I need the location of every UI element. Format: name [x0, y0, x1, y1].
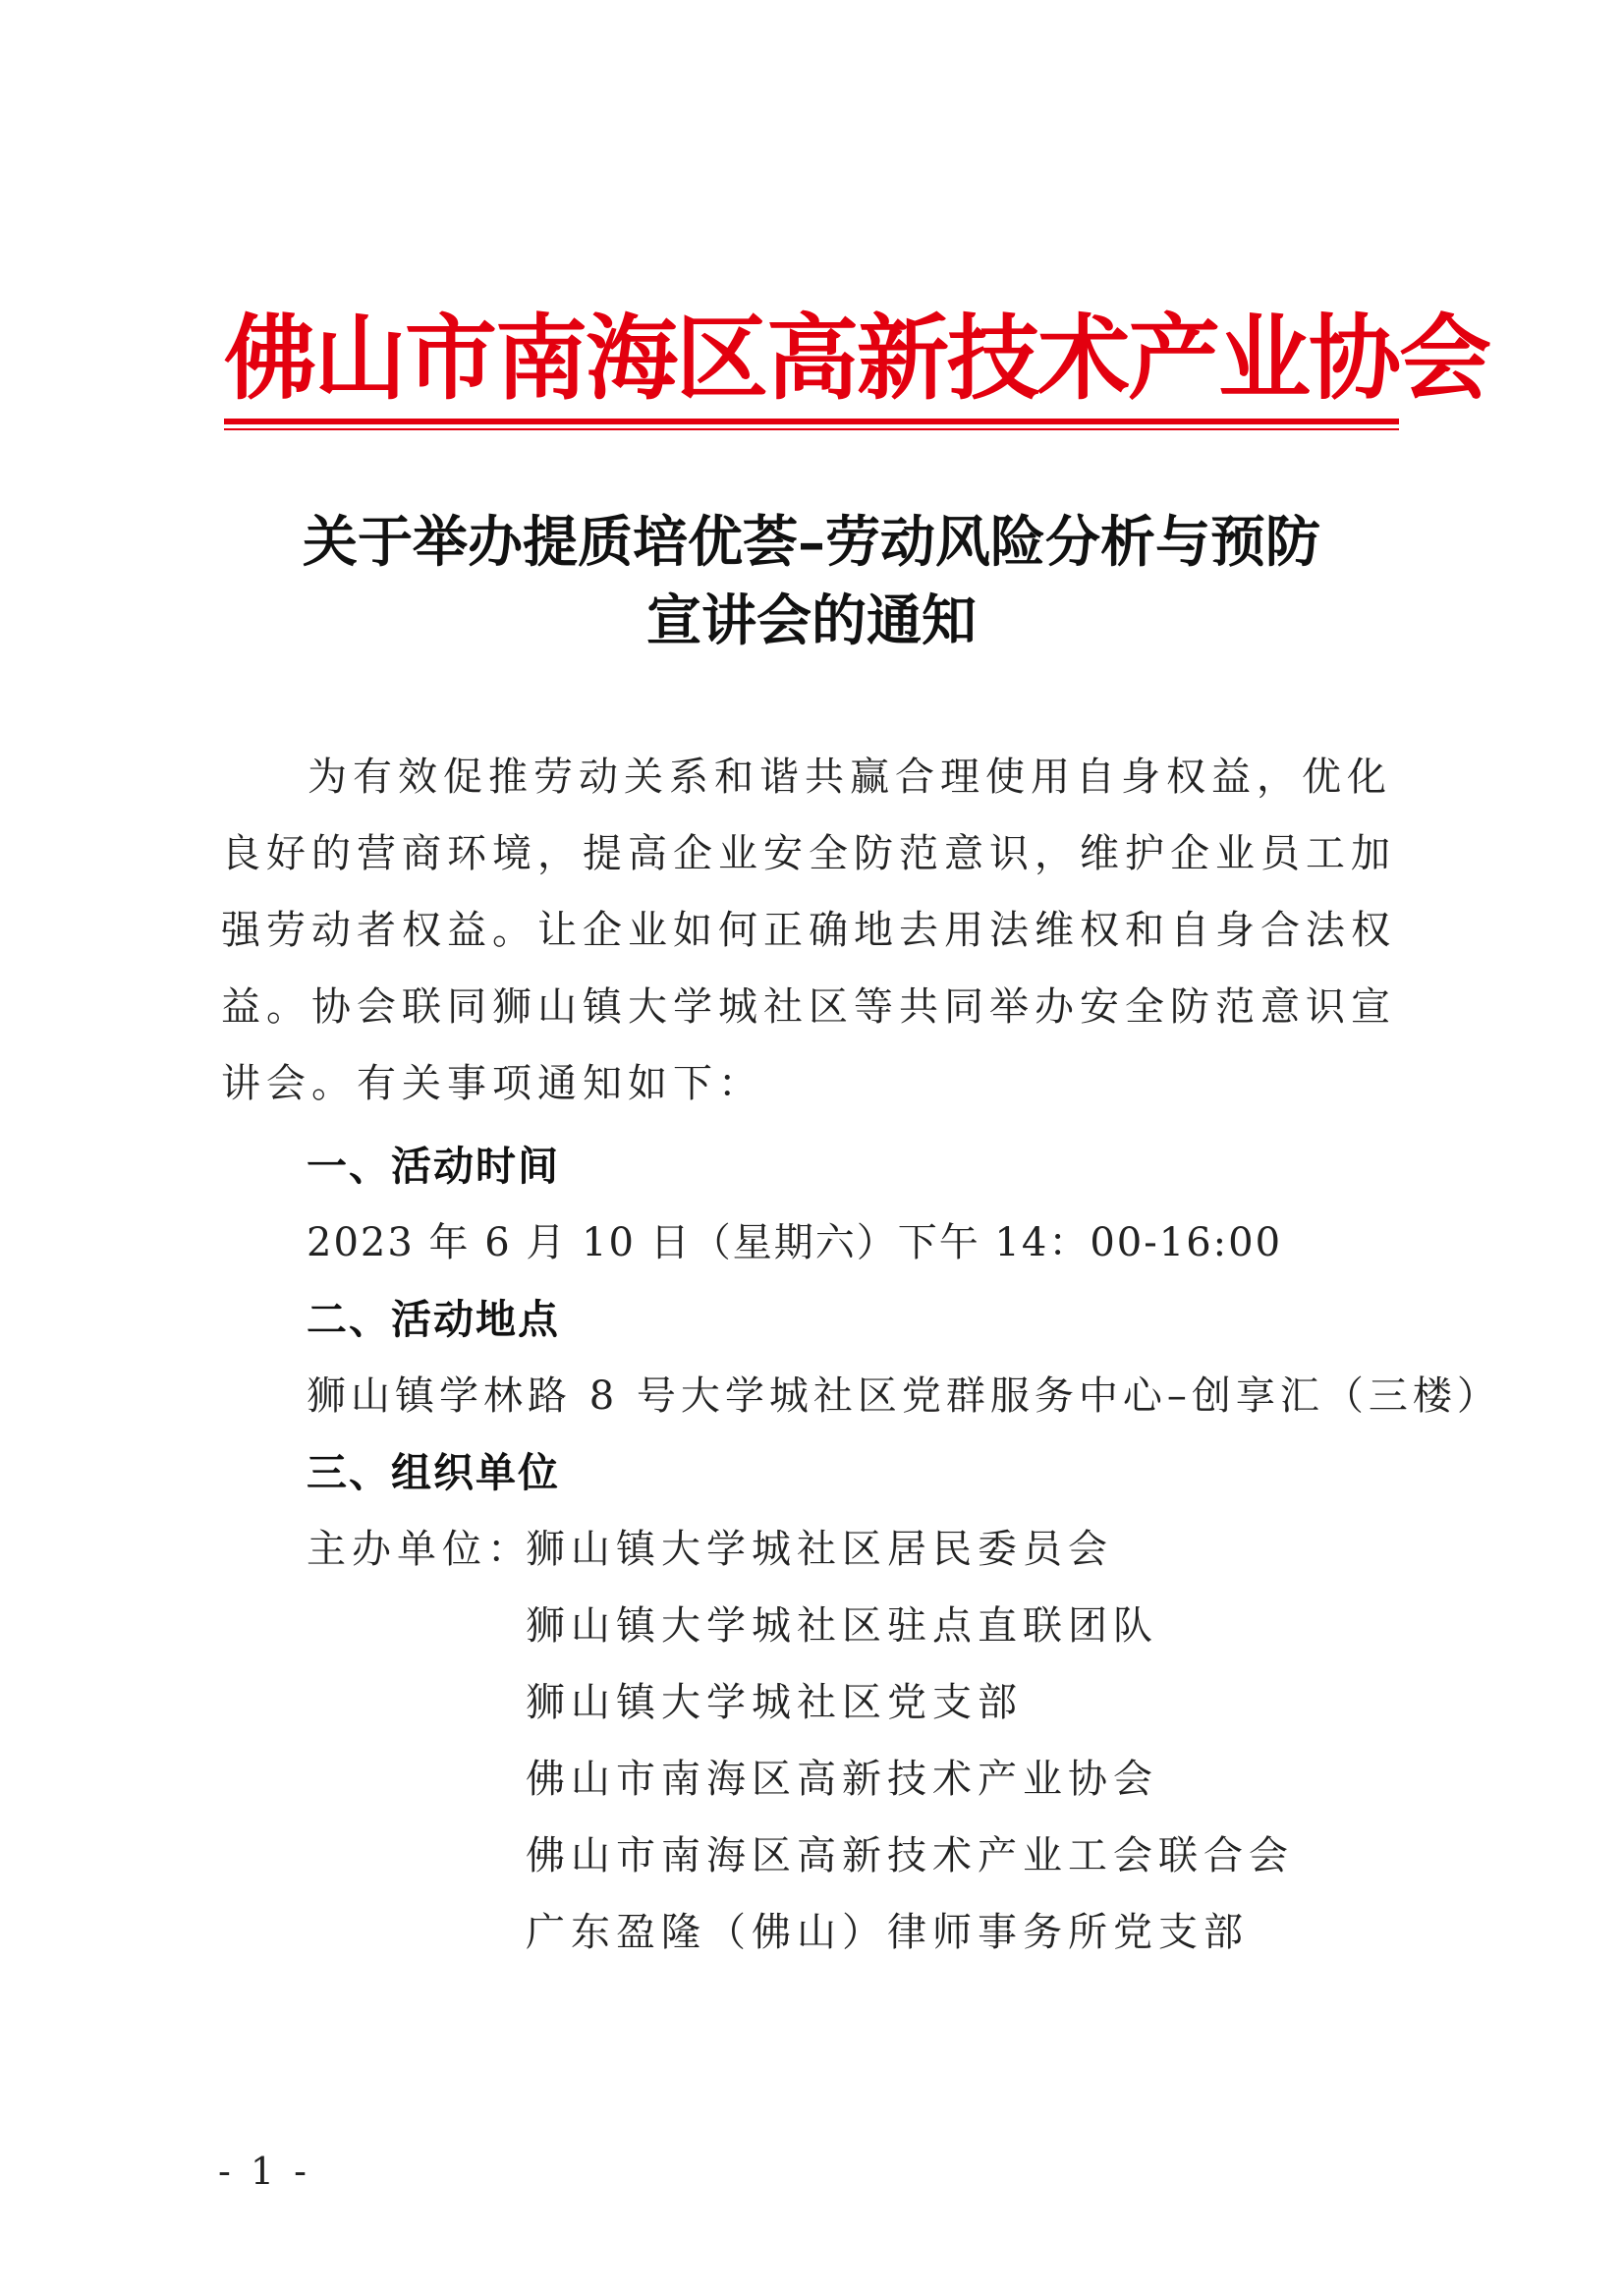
organizer-item: 狮山镇大学城社区居民委员会	[526, 1527, 1113, 1572]
section-heading-time: 一、活动时间	[307, 1143, 560, 1190]
intro-paragraph: 为有效促推劳动关系和谐共赢合理使用自身权益，优化良好的营商环境，提高企业安全防范意识，维护企业员工加强劳动者权益。让企业如何正确地去用法维权和自身合法权益。协会联同狮山镇大学城社区等共同举办安全防范意识宣讲会。有关事项通知如下：	[221, 755, 1396, 1106]
organizer-item: 狮山镇大学城社区党支部	[526, 1680, 1023, 1725]
organizer-item: 佛山市南海区高新技术产业协会	[526, 1757, 1158, 1802]
section-heading-organizers: 三、组织单位	[307, 1449, 560, 1496]
organizer-item: 狮山镇大学城社区驻点直联团队	[526, 1603, 1158, 1649]
section-heading-place: 二、活动地点	[307, 1296, 560, 1343]
organizer-label: 主办单位：	[307, 1527, 532, 1572]
organizer-item: 佛山市南海区高新技术产业工会联合会	[526, 1833, 1294, 1878]
header-rule-thin	[224, 428, 1399, 430]
title-line-2: 宣讲会的通知	[646, 588, 977, 653]
page-number: - 1 -	[218, 2150, 311, 2193]
organizer-item: 广东盈隆（佛山）律师事务所党支部	[526, 1910, 1249, 1955]
organization-header: 佛山市南海区高新技术产业协会	[224, 305, 1490, 413]
document-title	[196, 503, 1427, 660]
title-line-1: 关于举办提质培优荟–劳动风险分析与预防	[303, 510, 1320, 575]
event-place: 狮山镇学林路 8 号大学城社区党群服务中心–创享汇（三楼）	[307, 1373, 1501, 1419]
event-time: 2023 年 6 月 10 日（星期六）下午 14：00-16:00	[307, 1220, 1283, 1265]
header-rule-thick	[224, 419, 1399, 424]
